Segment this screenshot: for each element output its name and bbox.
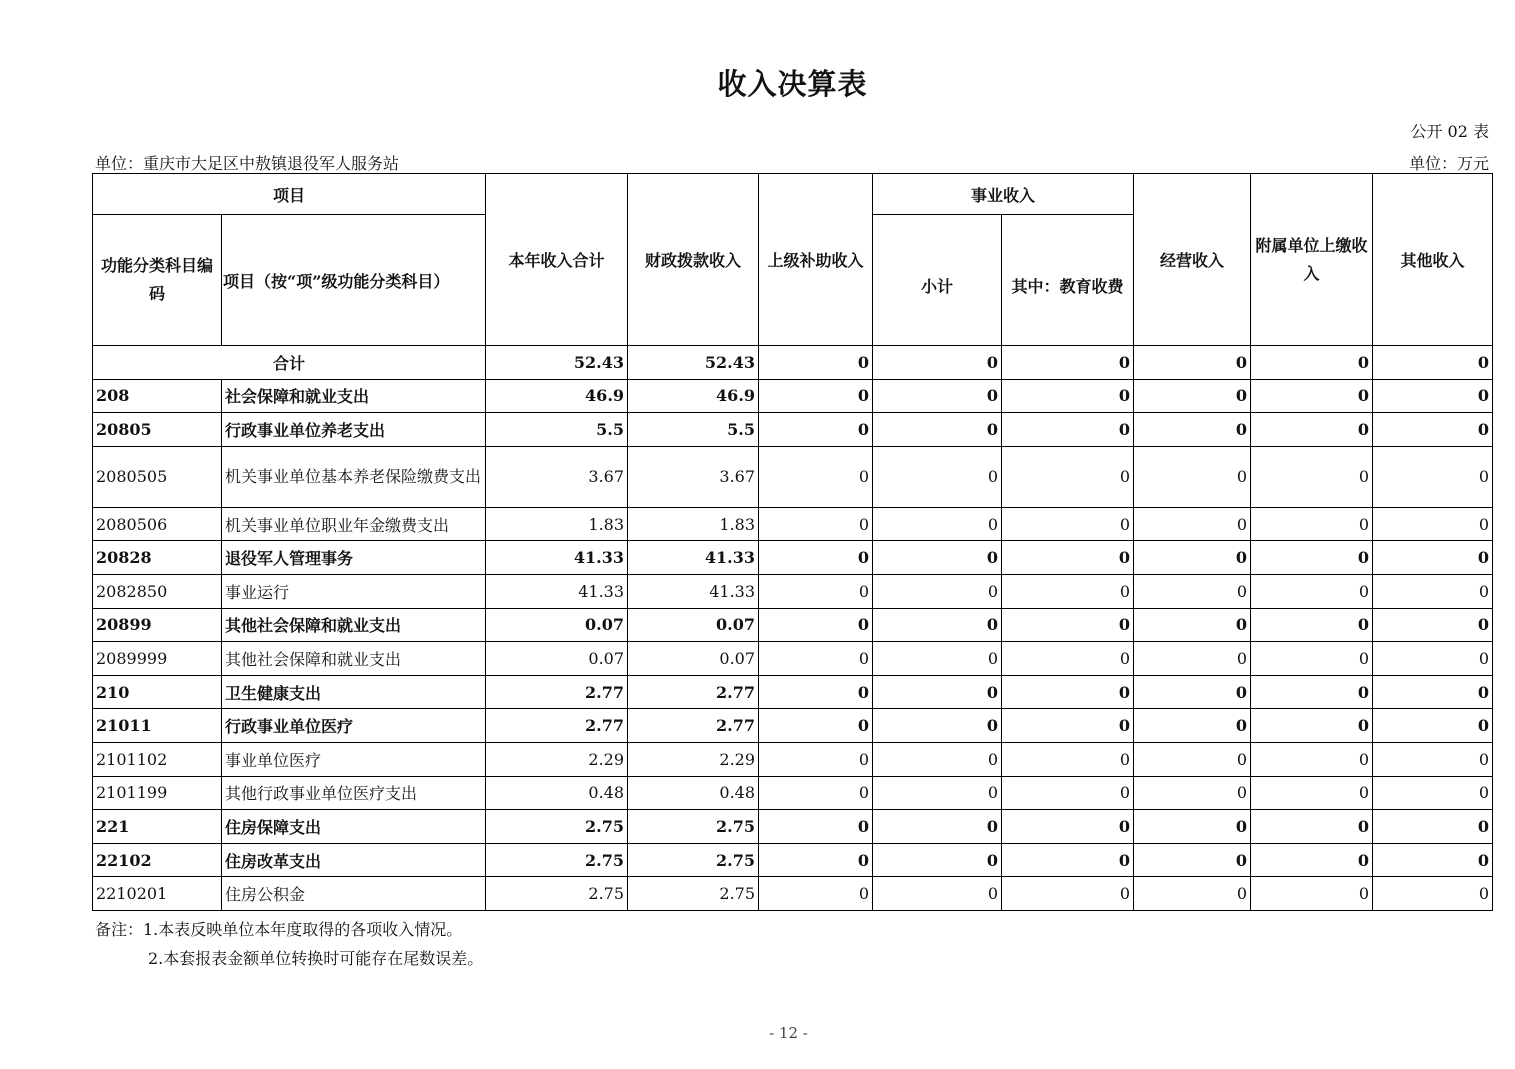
table-row (93, 446, 1493, 507)
total-row (93, 346, 1493, 380)
row-value: 0 (1251, 843, 1373, 877)
row-value: 0 (1002, 709, 1134, 743)
row-name: 事业运行 (222, 574, 486, 608)
row-value: 0 (1002, 877, 1134, 911)
row-value: 2.75 (628, 877, 759, 911)
row-value: 0 (1002, 742, 1134, 776)
row-code: 208 (93, 379, 222, 413)
total-value: 0 (1251, 346, 1373, 380)
row-value: 0 (759, 507, 873, 541)
row-value: 2.75 (628, 843, 759, 877)
row-value: 2.77 (628, 675, 759, 709)
row-code: 20828 (93, 541, 222, 575)
row-name: 退役军人管理事务 (222, 541, 486, 575)
total-value: 52.43 (628, 346, 759, 380)
row-value: 0 (873, 574, 1002, 608)
row-value: 0 (1134, 675, 1251, 709)
row-value: 0 (1251, 379, 1373, 413)
page-number: - 12 - (769, 1024, 808, 1042)
row-name: 机关事业单位职业年金缴费支出 (222, 507, 486, 541)
row-name: 其他社会保障和就业支出 (222, 608, 486, 642)
row-value: 0 (759, 742, 873, 776)
row-value: 0 (1002, 413, 1134, 447)
notes (95, 915, 483, 973)
row-value: 0 (1251, 574, 1373, 608)
row-value: 0 (1002, 446, 1134, 507)
row-name: 住房改革支出 (222, 843, 486, 877)
table-row (93, 709, 1493, 743)
row-value: 0 (1134, 776, 1251, 810)
table-row (93, 675, 1493, 709)
row-value: 2.77 (486, 709, 628, 743)
row-value: 0 (1134, 877, 1251, 911)
row-value: 0 (1002, 541, 1134, 575)
table-row (93, 413, 1493, 447)
row-value: 0.07 (628, 642, 759, 676)
note-line: 备注：1.本表反映单位本年度取得的各项收入情况。 (95, 920, 463, 939)
row-value: 0 (873, 446, 1002, 507)
row-value: 0 (1373, 776, 1493, 810)
row-value: 0 (1373, 877, 1493, 911)
table-row (93, 843, 1493, 877)
row-value: 0 (873, 507, 1002, 541)
row-value: 0 (1373, 574, 1493, 608)
row-value: 0.07 (486, 608, 628, 642)
row-value: 0.07 (486, 642, 628, 676)
row-value: 0 (759, 810, 873, 844)
row-value: 2.75 (628, 810, 759, 844)
row-value: 2.75 (486, 877, 628, 911)
row-value: 0.48 (486, 776, 628, 810)
row-value: 0 (1251, 675, 1373, 709)
row-value: 0 (1373, 446, 1493, 507)
total-value: 0 (1134, 346, 1251, 380)
row-value: 0 (1002, 507, 1134, 541)
header-affiliated: 附属单位上缴收入 (1251, 174, 1373, 346)
row-name: 其他行政事业单位医疗支出 (222, 776, 486, 810)
row-value: 1.83 (628, 507, 759, 541)
row-value: 0 (1373, 379, 1493, 413)
row-value: 2.29 (486, 742, 628, 776)
row-value: 0 (1002, 810, 1134, 844)
row-value: 0 (873, 742, 1002, 776)
row-value: 0 (1251, 608, 1373, 642)
row-code: 20805 (93, 413, 222, 447)
total-value: 0 (873, 346, 1002, 380)
row-value: 0 (759, 413, 873, 447)
total-value: 0 (1373, 346, 1493, 380)
row-value: 0 (1134, 507, 1251, 541)
row-code: 210 (93, 675, 222, 709)
row-value: 0 (873, 675, 1002, 709)
row-value: 2.75 (486, 810, 628, 844)
row-code: 20899 (93, 608, 222, 642)
row-value: 0 (1373, 843, 1493, 877)
row-value: 0 (1134, 810, 1251, 844)
row-value: 0 (1251, 709, 1373, 743)
row-value: 0 (759, 675, 873, 709)
note-line: 2.本套报表金额单位转换时可能存在尾数误差。 (148, 949, 484, 968)
row-value: 0 (873, 776, 1002, 810)
row-value: 0 (1002, 379, 1134, 413)
reporting-unit: 单位：重庆市大足区中敖镇退役军人服务站 (95, 154, 400, 173)
header-total-income: 本年收入合计 (486, 174, 628, 346)
header-fiscal: 财政拨款收入 (628, 174, 759, 346)
row-value: 2.75 (486, 843, 628, 877)
header-subtotal: 小计 (873, 215, 1002, 346)
table-row (93, 608, 1493, 642)
total-label: 合计 (93, 346, 486, 380)
row-value: 0 (1134, 413, 1251, 447)
row-code: 2210201 (93, 877, 222, 911)
total-value: 52.43 (486, 346, 628, 380)
row-value: 0 (1373, 742, 1493, 776)
form-number: 公开 02 表 (1410, 122, 1489, 141)
row-code: 2082850 (93, 574, 222, 608)
row-value: 0.48 (628, 776, 759, 810)
row-name: 其他社会保障和就业支出 (222, 642, 486, 676)
row-code: 2080506 (93, 507, 222, 541)
row-value: 0 (873, 608, 1002, 642)
row-name: 行政事业单位养老支出 (222, 413, 486, 447)
row-value: 0 (1002, 642, 1134, 676)
table-row (93, 877, 1493, 911)
row-value: 0 (873, 709, 1002, 743)
row-value: 0 (873, 877, 1002, 911)
header-code: 功能分类科目编码 (93, 215, 222, 346)
row-name: 机关事业单位基本养老保险缴费支出 (222, 446, 486, 507)
row-value: 0 (759, 776, 873, 810)
table-row (93, 776, 1493, 810)
row-value: 3.67 (486, 446, 628, 507)
row-value: 0 (1002, 843, 1134, 877)
total-value: 0 (1002, 346, 1134, 380)
row-name: 社会保障和就业支出 (222, 379, 486, 413)
row-value: 0 (1002, 574, 1134, 608)
row-value: 0 (1134, 379, 1251, 413)
row-value: 0 (1251, 776, 1373, 810)
header-education-fee: 其中：教育收费 (1002, 215, 1134, 346)
row-value: 0 (759, 574, 873, 608)
row-name: 事业单位医疗 (222, 742, 486, 776)
row-code: 2080505 (93, 446, 222, 507)
row-value: 0 (1251, 507, 1373, 541)
row-value: 0.07 (628, 608, 759, 642)
row-value: 0 (759, 446, 873, 507)
row-value: 0 (759, 709, 873, 743)
row-value: 0 (1251, 413, 1373, 447)
row-value: 41.33 (486, 541, 628, 575)
row-value: 41.33 (628, 541, 759, 575)
table-row (93, 574, 1493, 608)
row-value: 0 (1002, 776, 1134, 810)
row-value: 0 (873, 843, 1002, 877)
row-code: 21011 (93, 709, 222, 743)
row-value: 0 (759, 541, 873, 575)
table-row (93, 541, 1493, 575)
row-value: 1.83 (486, 507, 628, 541)
table-row (93, 507, 1493, 541)
row-value: 0 (1373, 709, 1493, 743)
row-value: 0 (1251, 877, 1373, 911)
row-value: 5.5 (628, 413, 759, 447)
row-value: 0 (1134, 574, 1251, 608)
row-value: 0 (873, 810, 1002, 844)
row-value: 0 (759, 843, 873, 877)
row-value: 3.67 (628, 446, 759, 507)
row-value: 2.77 (628, 709, 759, 743)
header-other: 其他收入 (1373, 174, 1493, 346)
row-name: 行政事业单位医疗 (222, 709, 486, 743)
row-value: 0 (873, 379, 1002, 413)
row-value: 41.33 (628, 574, 759, 608)
row-value: 41.33 (486, 574, 628, 608)
row-value: 0 (759, 642, 873, 676)
row-value: 0 (1373, 541, 1493, 575)
row-value: 0 (1251, 810, 1373, 844)
row-value: 0 (1251, 642, 1373, 676)
row-value: 5.5 (486, 413, 628, 447)
row-value: 0 (1373, 642, 1493, 676)
row-value: 0 (1251, 446, 1373, 507)
row-value: 0 (759, 379, 873, 413)
row-value: 2.77 (486, 675, 628, 709)
row-value: 0 (759, 608, 873, 642)
row-value: 46.9 (628, 379, 759, 413)
row-value: 0 (1002, 675, 1134, 709)
row-value: 0 (1373, 810, 1493, 844)
row-value: 0 (1373, 413, 1493, 447)
row-name: 卫生健康支出 (222, 675, 486, 709)
currency-unit: 单位：万元 (1408, 154, 1489, 173)
row-value: 0 (759, 877, 873, 911)
row-value: 0 (873, 413, 1002, 447)
table-row (93, 642, 1493, 676)
total-value: 0 (759, 346, 873, 380)
income-statement-table (92, 173, 1493, 911)
row-value: 2.29 (628, 742, 759, 776)
row-value: 0 (1251, 742, 1373, 776)
row-value: 46.9 (486, 379, 628, 413)
table-row (93, 379, 1493, 413)
row-value: 0 (1002, 608, 1134, 642)
row-value: 0 (1373, 675, 1493, 709)
row-value: 0 (1251, 541, 1373, 575)
row-value: 0 (1373, 507, 1493, 541)
row-value: 0 (1134, 709, 1251, 743)
row-value: 0 (873, 541, 1002, 575)
row-value: 0 (1373, 608, 1493, 642)
row-value: 0 (1134, 446, 1251, 507)
page-title: 收入决算表 (717, 67, 868, 101)
header-business-group: 事业收入 (873, 174, 1134, 215)
header-superior-subsidy: 上级补助收入 (759, 174, 873, 346)
header-name: 项目（按“项”级功能分类科目） (222, 215, 486, 346)
header-item-group: 项目 (93, 174, 486, 215)
table-row (93, 810, 1493, 844)
row-code: 2101102 (93, 742, 222, 776)
row-value: 0 (873, 642, 1002, 676)
row-name: 住房公积金 (222, 877, 486, 911)
row-value: 0 (1134, 541, 1251, 575)
row-value: 0 (1134, 742, 1251, 776)
row-name: 住房保障支出 (222, 810, 486, 844)
table-row (93, 742, 1493, 776)
row-code: 2101199 (93, 776, 222, 810)
row-value: 0 (1134, 642, 1251, 676)
row-value: 0 (1134, 608, 1251, 642)
row-code: 2089999 (93, 642, 222, 676)
row-code: 22102 (93, 843, 222, 877)
row-value: 0 (1134, 843, 1251, 877)
row-code: 221 (93, 810, 222, 844)
header-operating: 经营收入 (1134, 174, 1251, 346)
